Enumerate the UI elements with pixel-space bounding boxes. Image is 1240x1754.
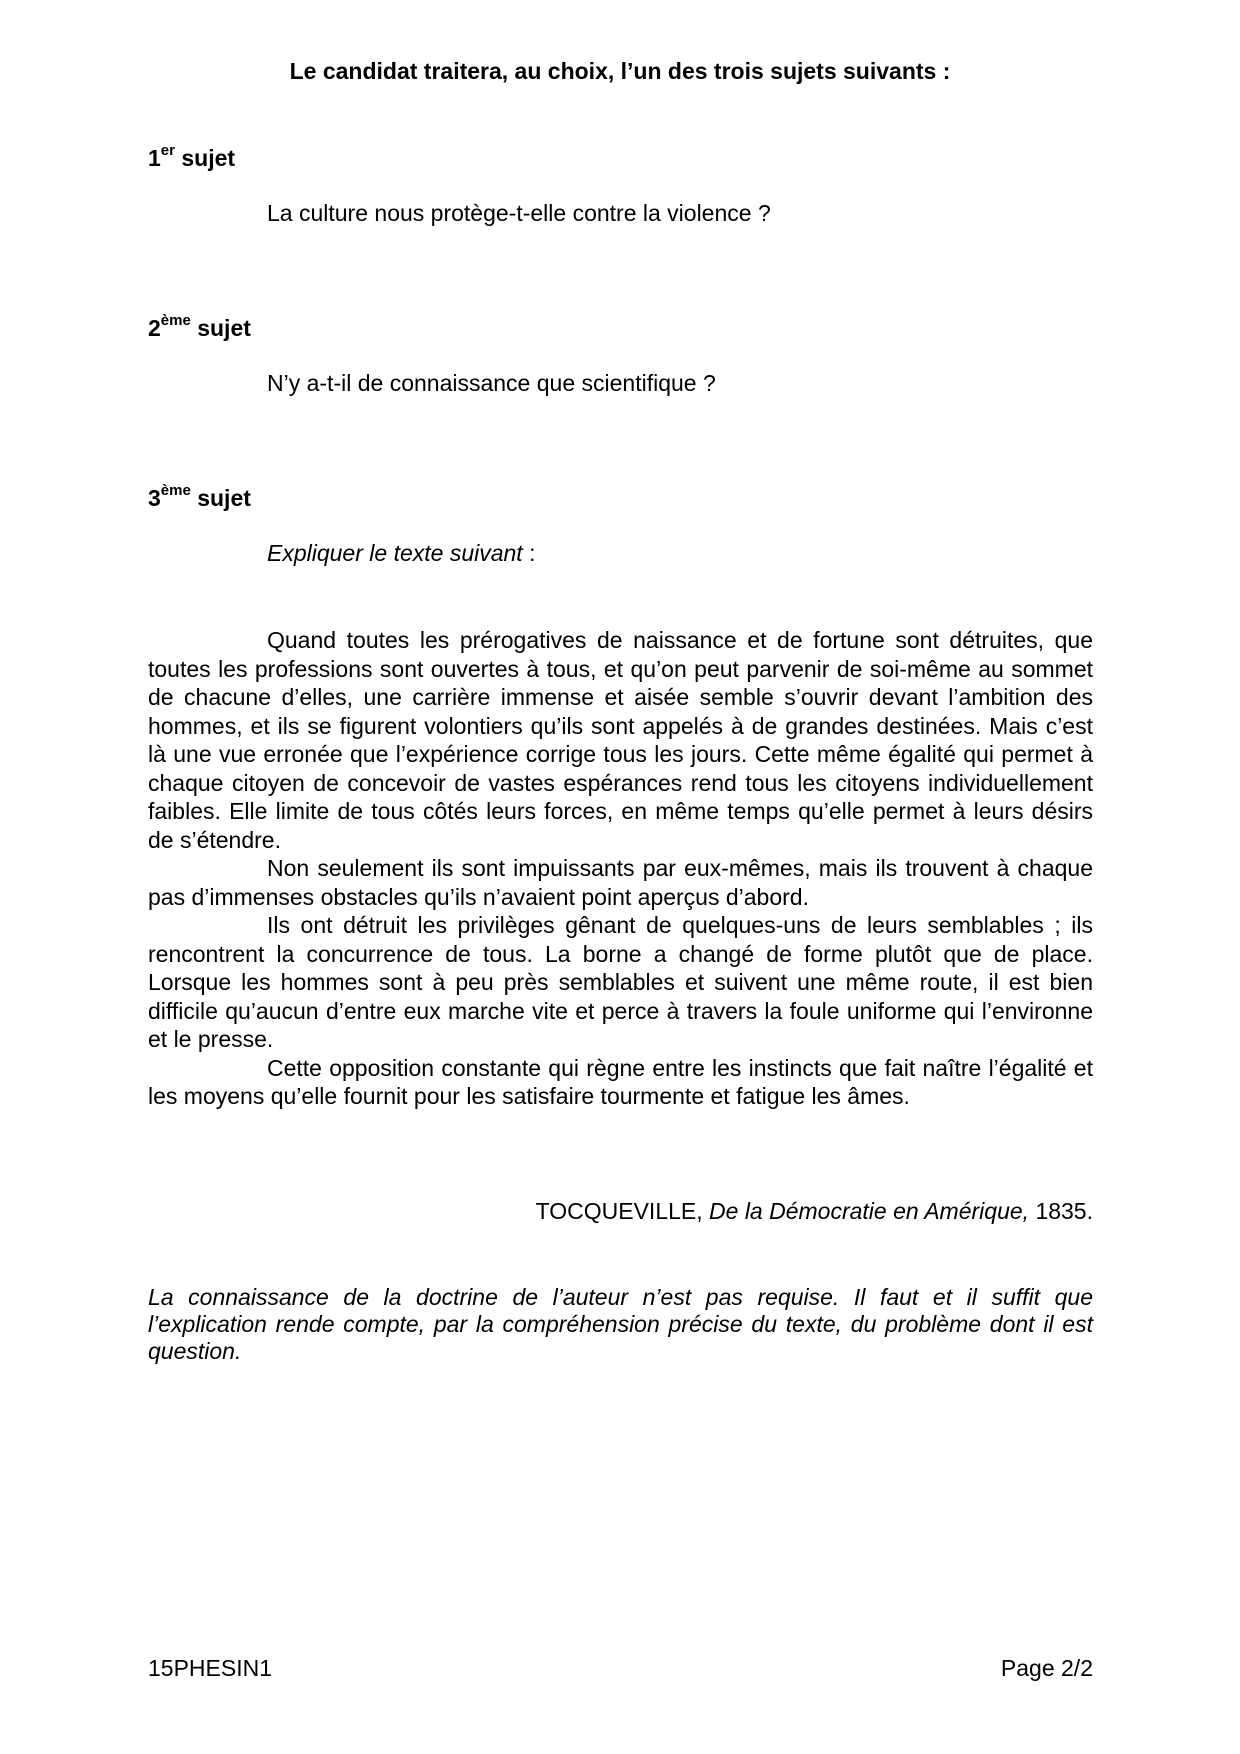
page-number: Page 2/2	[1000, 1655, 1093, 1681]
instruction-end: :	[522, 540, 536, 566]
subject-3-number: 3	[148, 485, 161, 511]
subject-2-question: N’y a-t-il de connaissance que scientifique ?	[267, 370, 716, 396]
subject-1-title	[148, 143, 235, 173]
text-paragraph: Quand toutes les prérogatives de naissance et de fortune sont détruites, que toutes les professions sont ouvertes à tous, et qu’on peut parvenir de soi-même au sommet de chacune d’elles, une carrière immense et aisée semble s’ouvrir devant l’ambition des hommes, et ils se figurent volontiers qu’ils sont appelés à de grandes destinées. Mais c’est là une vue erronée que l’expérience corrige tous les jours. Cette même égalité qui permet à chaque citoyen de concevoir de vastes espérances rend tous les citoyens individuellement faibles. Elle limite de tous côtés leurs forces, en même temps qu’elle permet à leurs désirs de s’étendre.	[148, 627, 1093, 853]
citation-year: 1835.	[1035, 1198, 1093, 1224]
subject-3-title	[148, 483, 251, 513]
text-citation	[536, 1196, 1093, 1226]
exam-code: 15PHESIN1	[148, 1655, 273, 1681]
citation-author: TOCQUEVILLE,	[535, 1198, 703, 1224]
citation-work: De la Démocratie en Amérique,	[709, 1198, 1030, 1224]
text-paragraph: Ils ont détruit les privilèges gênant de quelques-uns de leurs semblables ; ils rencontrent la concurrence de tous. La borne a changé de forme plutôt que de place. Lorsque les hommes sont à peu près semblables et suivent une même route, il est bien difficile qu’aucun d’entre eux marche vite et perce à travers la foule uniforme qui l’environne et le presse.	[148, 912, 1093, 1052]
subject-2-label: sujet	[197, 315, 251, 341]
subject-2-number: 2	[148, 315, 161, 341]
subject-1-number: 1	[148, 145, 161, 171]
subject-2-suffix: ème	[160, 312, 191, 330]
subject-1-question: La culture nous protège-t-elle contre la violence ?	[267, 200, 771, 226]
text-paragraph: Non seulement ils sont impuissants par eux-mêmes, mais ils trouvent à chaque pas d’immenses obstacles qu’ils n’avaient point aperçus d’abord.	[148, 855, 1093, 910]
tocqueville-text	[148, 626, 1093, 1111]
subject-3-suffix: ème	[160, 482, 191, 500]
subject-3-label: sujet	[197, 485, 251, 511]
subject-1-label: sujet	[181, 145, 236, 171]
exam-instruction-heading: Le candidat traitera, au choix, l’un des trois sujets suivants :	[289, 58, 951, 84]
subject-3-instruction	[267, 538, 535, 568]
doctrine-note: La connaissance de la doctrine de l’auteur n’est pas requise. Il faut et il suffit que l’explication rende compte, par la compréhension précise du texte, du problème dont il est question.	[148, 1284, 1093, 1364]
subject-1-suffix: er	[160, 142, 175, 160]
subject-2-title	[148, 313, 251, 343]
text-paragraph: Cette opposition constante qui règne entre les instincts que fait naître l’égalité et les moyens qu’elle fournit pour les satisfaire tourmente et fatigue les âmes.	[148, 1054, 1093, 1109]
instruction-italic: Expliquer le texte suivant	[267, 540, 523, 566]
